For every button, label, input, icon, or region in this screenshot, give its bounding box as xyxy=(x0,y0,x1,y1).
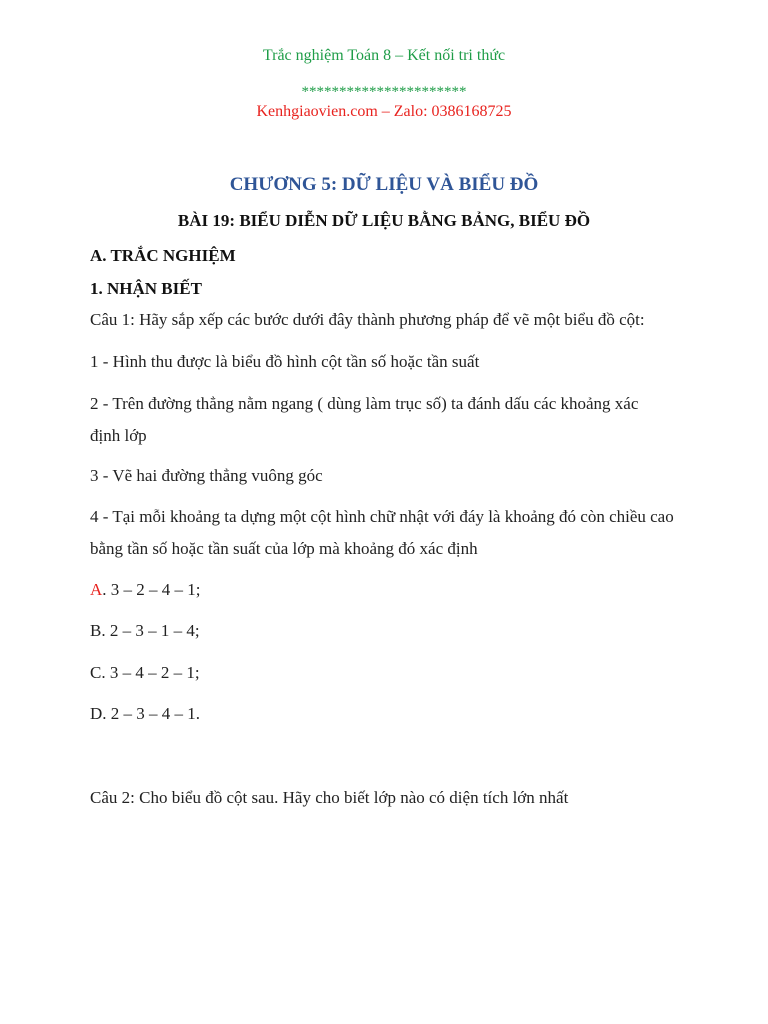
question-1-prompt: Câu 1: Hãy sắp xếp các bước dưới đây thành phương pháp để vẽ một biểu đồ cột: xyxy=(90,310,645,329)
option-b-letter: B xyxy=(90,621,102,640)
question-2-label: Câu 2: xyxy=(90,788,135,807)
option-b-text: . 2 – 3 – 1 – 4; xyxy=(101,621,200,640)
option-d-letter: D xyxy=(90,704,103,723)
option-a-letter: A xyxy=(90,580,103,599)
question-1-option-b xyxy=(90,615,680,647)
question-2-prompt xyxy=(90,782,710,814)
option-d-text: . 2 – 3 – 4 – 1. xyxy=(102,704,201,723)
option-c-text: . 3 – 4 – 2 – 1; xyxy=(101,663,200,682)
chapter-title: CHƯƠNG 5: DỮ LIỆU VÀ BIỂU ĐỒ xyxy=(229,174,539,195)
section-heading-1: 1. NHẬN BIẾT xyxy=(90,279,202,298)
lesson-title: BÀI 19: BIỂU DIỄN DỮ LIỆU BẰNG BẢNG, BIỂU ĐỒ xyxy=(177,211,591,230)
question-1-option-d xyxy=(90,698,680,730)
question-1-step-4: 4 - Tại mỗi khoảng ta dựng một cột hình chữ nhật với đáy là khoảng đó còn chiều cao bằng tần số hoặc tần suất của lớp mà khoảng đó xác định xyxy=(90,507,674,558)
question-1-option-c xyxy=(90,657,680,689)
section-heading-a: A. TRẮC NGHIỆM xyxy=(90,246,236,265)
option-c-letter: C xyxy=(90,663,102,682)
question-1-option-a xyxy=(90,574,680,606)
question-1-step-3: 3 - Vẽ hai đường thẳng vuông góc xyxy=(90,466,323,485)
question-1-step-1: 1 - Hình thu được là biểu đồ hình cột tần số hoặc tần suất xyxy=(90,352,480,371)
header-subject-line: Trắc nghiệm Toán 8 – Kết nối tri thức xyxy=(262,47,506,64)
question-1-step-2: 2 - Trên đường thẳng nằm ngang ( dùng làm trục số) ta đánh dấu các khoảng xác định lớp xyxy=(90,394,639,445)
question-2-text: Cho biểu đồ cột sau. Hãy cho biết lớp nào có diện tích lớn nhất xyxy=(134,788,569,807)
option-a-text: . 3 – 2 – 4 – 1; xyxy=(102,580,201,599)
header-stars-divider: ********************** xyxy=(301,84,467,100)
header-contact-line: Kenhgiaovien.com – Zalo: 0386168725 xyxy=(256,103,512,120)
